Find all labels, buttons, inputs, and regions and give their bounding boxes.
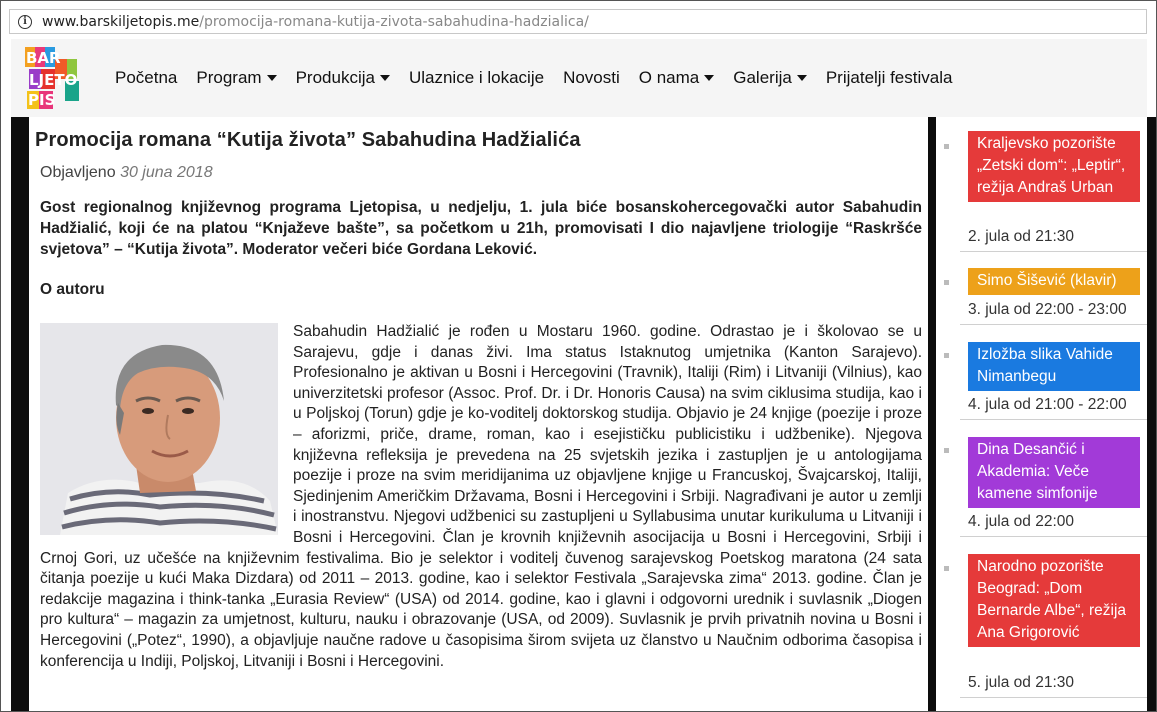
- nav-label: Galerija: [733, 68, 792, 87]
- event-separator: [960, 536, 1147, 537]
- nav-label: Program: [196, 68, 262, 87]
- event-title-badge[interactable]: [968, 268, 1140, 295]
- nav-item-prijatelji[interactable]: [826, 68, 953, 88]
- event-title-badge[interactable]: [968, 131, 1140, 202]
- chevron-down-icon: [380, 75, 390, 81]
- nav-item-novosti[interactable]: [563, 68, 620, 88]
- event-title: Izložba slika Vahide Nimanbegu: [977, 346, 1113, 385]
- event-title-badge[interactable]: [968, 554, 1140, 647]
- article: [29, 117, 928, 712]
- right-gutter: [1147, 117, 1157, 712]
- site-header: [11, 39, 1147, 117]
- festival-logo[interactable]: [25, 45, 87, 111]
- nav-label: O nama: [638, 68, 700, 87]
- logo-text-2: LJETO: [29, 71, 78, 89]
- nav-label: Početna: [115, 68, 178, 87]
- event-title-badge[interactable]: [968, 437, 1140, 508]
- nav-item-o-nama[interactable]: [639, 68, 714, 88]
- column-divider: [928, 117, 936, 712]
- section-heading: O autoru: [40, 281, 105, 298]
- nav-item-pocetna[interactable]: [115, 68, 177, 88]
- main-nav: [115, 68, 971, 88]
- event-separator: [960, 251, 1147, 252]
- chevron-down-icon: [704, 75, 714, 81]
- published-label: Objavljeno: [40, 164, 116, 181]
- event-time: 4. jula od 22:00: [968, 513, 1075, 530]
- event-title: Kraljevsko pozorište „Zetski dom“: „Leptir“, režija Andraš Urban: [977, 135, 1126, 196]
- publish-info: [40, 164, 213, 182]
- article-lead: Gost regionalnog književnog programa Ljetopisa, u nedjelju, 1. jula biće bosanskohercegovački autor Sabahudin Hadžialić, koji će na platou “Knjaževe bašte”, sa početkom u 21h, promovisati I dio najavljene triologije “Raskršće svjetova” – “Kutija života”. Moderator večeri biće Gordana Leković.: [40, 199, 922, 258]
- nav-label: Produkcija: [295, 68, 375, 87]
- nav-item-galerija[interactable]: [733, 68, 807, 88]
- event-title: Narodno pozorište Beograd: „Dom Bernarde Albe“, režija Ana Grigorović: [977, 558, 1127, 641]
- nav-item-ulaznice[interactable]: [409, 68, 544, 88]
- address-bar[interactable]: [9, 9, 1147, 34]
- event-title: Simo Šišević (klavir): [977, 272, 1117, 289]
- nav-label: Novosti: [563, 68, 620, 87]
- bullet-icon: [944, 144, 949, 149]
- event-time: 3. jula od 22:00 - 23:00: [968, 301, 1127, 318]
- article-body: [40, 322, 922, 672]
- bullet-icon: [944, 280, 949, 285]
- published-date[interactable]: 30 juna 2018: [120, 164, 213, 181]
- logo-text-1: BAR: [26, 49, 61, 67]
- event-separator: [960, 324, 1147, 325]
- event-time: 2. jula od 21:30: [968, 228, 1075, 245]
- event-separator: [960, 697, 1147, 698]
- logo-text-3: PIS: [28, 91, 56, 109]
- chevron-down-icon: [797, 75, 807, 81]
- events-sidebar: [936, 117, 1147, 712]
- nav-label: Ulaznice i lokacije: [408, 68, 545, 87]
- bullet-icon: [944, 566, 949, 571]
- article-title: Promocija romana “Kutija života” Sabahudina Hadžialića: [35, 129, 581, 151]
- left-gutter: [11, 117, 29, 712]
- event-separator: [960, 419, 1147, 420]
- nav-item-produkcija[interactable]: [296, 68, 390, 88]
- url-path: /promocija-romana-kutija-zivota-sabahudina-hadzialica/: [199, 13, 589, 30]
- nav-label: Prijatelji festivala: [825, 68, 953, 87]
- author-biography: Sabahudin Hadžialić je rođen u Mostaru 1960. godine. Odrastao je i školovao se u Sarajevu, gdje i danas živi. Ima status Istaknutog umjetnika (Kanton Sarajevo). Profesionalno je aktivan u Bosni i Hercegovini (Travnik), Italiji (Rim) i Litvaniji (Vilnius), kao univerzitetski profesor (Assoc. Prof. Dr. i Dr. Honoris Causa) na svim ciklusima studija, kao i u Poljskoj (Torun) gdje je ko-voditelj doktorskog studija. Objavio je 24 knjige (poezije i proze – aforizmi, priče, drame, roman, kao i esejističku publicistiku i udžbenike). Njegova književna refleksija je prevedena na 25 svjetskih jezika i zastupljen je u antologijama poezije i proze na svim meridijanima uz objavljene knjige u Francuskoj, Švajcarskoj, Italiji, Sjedinjenim Američkim Državama, Bosni i Hercegovini i Srbiji. Nagrađivani je autor u zemlji i inostranstvu. Njegovi udžbenici su zastupljeni u Syllabusima unutar kurikuluma u Litvaniji i Bosni i Hercegovini. Član je krovnih književnih asocijacija u Bosni i Hercegovini, Srbiji i Crnoj Gori, uz učešće na književnim festivalima. Bio je selektor i voditelj čuvenog sarajevskog Poetskog maratona (24 sata čitanja poezije u kući Maka Dizdara) od 2011 – 2013. godine, kao i selektor Festivala „Sarajevska zima“ 2013. godine. Član je redakcije magazina i think-tanka „Eurasia Review“ (USA) od 2014. godine, kao i glavni i odgovorni urednik i suvlasnik „Diogen pro kultura“ – magazin za umjetnost, kulturu, nauku i obrazovanje (USA, od 2009). Suvlasnik je prvih privatnih novina u Bosni i Hercegovini („Potez“, 1990), a objavljuje naučne radove u časopisima širom svijeta uz članstvo u Naučnim odborima časopisa i konferencija u Indiji, Poljskoj, Litvaniji i Bosni i Hercegovini.: [40, 323, 922, 670]
- chevron-down-icon: [267, 75, 277, 81]
- event-title: Dina Desančić i Akademia: Veče kamene simfonije: [977, 441, 1098, 502]
- event-time: 5. jula od 21:30: [968, 674, 1075, 691]
- logo-graphic: [25, 45, 87, 111]
- bullet-icon: [944, 448, 949, 453]
- nav-item-program[interactable]: [196, 68, 276, 88]
- url-domain: www.barskiljetopis.me: [42, 13, 200, 30]
- info-icon[interactable]: i: [18, 15, 32, 29]
- event-time: 4. jula od 21:00 - 22:00: [968, 396, 1127, 413]
- bullet-icon: [944, 353, 949, 358]
- photo-spacer: [40, 322, 293, 538]
- event-title-badge[interactable]: [968, 342, 1140, 391]
